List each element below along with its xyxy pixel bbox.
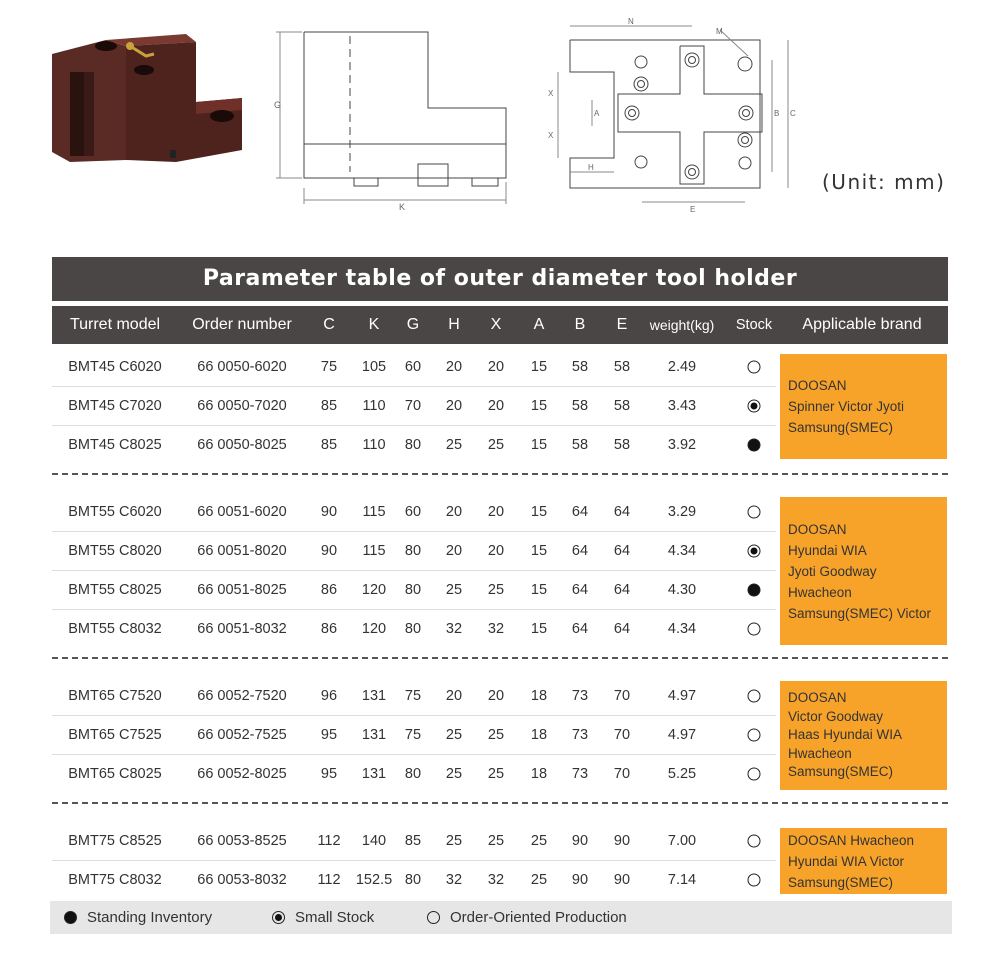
stock-indicator-standing [748,584,761,597]
cell-x: 25 [487,833,505,849]
cell-x: 25 [487,766,505,782]
cell-x: 20 [487,398,505,414]
cell-c: 86 [320,582,338,598]
cell-e: 90 [613,833,631,849]
tool-holder-photo [46,32,246,172]
legend-label: Order-Oriented Production [450,909,627,926]
cell-order: 66 0051-6020 [197,504,287,520]
legend-label: Small Stock [295,909,375,926]
cell-k: 120 [361,582,387,598]
cell-x: 25 [487,582,505,598]
cell-e: 70 [613,727,631,743]
row-divider [52,386,776,387]
brand-line: Haas Hyundai WIA [788,727,903,743]
cell-b: 64 [571,621,589,637]
cell-k: 131 [361,688,387,704]
cell-model: BMT55 C8032 [68,621,162,637]
cell-c: 96 [320,688,338,704]
brand-line: DOOSAN [788,690,847,706]
cell-c: 112 [317,872,341,888]
cell-g: 75 [404,727,422,743]
stock-legend [50,901,952,934]
cell-model: BMT55 C8020 [68,543,162,559]
row-divider [52,715,776,716]
cell-order: 66 0050-7020 [197,398,287,414]
cell-order: 66 0050-8025 [197,437,287,453]
cell-g: 60 [404,359,422,375]
cell-e: 64 [613,582,631,598]
cell-x: 20 [487,504,505,520]
header-x: X [490,316,502,333]
cell-h: 25 [445,727,463,743]
cell-e: 70 [613,688,631,704]
cell-h: 20 [445,504,463,520]
row-divider [52,609,776,610]
cell-b: 58 [571,437,589,453]
dim-label-m: M [716,27,723,36]
dim-label-c: C [790,109,796,118]
cell-b: 90 [571,872,589,888]
cell-a: 15 [530,621,548,637]
table-header-row [52,306,948,344]
cell-k: 131 [361,727,387,743]
cell-a: 15 [530,359,548,375]
cell-g: 80 [404,437,422,453]
cell-c: 75 [320,359,338,375]
cell-order: 66 0051-8020 [197,543,287,559]
cell-weight: 2.49 [667,359,697,375]
cell-x: 32 [487,872,505,888]
cell-c: 85 [320,437,338,453]
cell-a: 15 [530,543,548,559]
cell-order: 66 0053-8525 [197,833,287,849]
stock-indicator-order [748,361,761,374]
dim-label-a: A [594,109,600,118]
cell-h: 25 [445,833,463,849]
dim-label-k: K [398,202,406,212]
cell-g: 85 [404,833,422,849]
cell-a: 18 [530,727,548,743]
cell-k: 110 [362,398,386,414]
legend-marker-order [427,911,440,924]
dim-label-x-top: X [548,89,554,98]
cell-a: 15 [530,504,548,520]
stock-indicator-order [748,835,761,848]
cell-h: 25 [445,582,463,598]
cell-model: BMT45 C8025 [68,437,162,453]
cell-b: 73 [571,766,589,782]
brand-line: DOOSAN [788,378,847,393]
cell-x: 20 [487,359,505,375]
cell-k: 120 [361,621,387,637]
applicable-brand-box [780,497,947,645]
header-applicable-brand: Applicable brand [802,316,922,333]
cell-e: 64 [613,621,631,637]
brand-line: Hyundai WIA Victor [788,853,905,869]
dim-label-g: G [274,100,282,110]
cell-weight: 7.00 [667,833,697,849]
cell-model: BMT75 C8032 [68,872,162,888]
header-order-number: Order number [192,316,292,333]
brand-line: Victor Goodway [788,708,884,724]
group-separator [52,657,948,659]
cell-order: 66 0052-8025 [197,766,287,782]
header-weight-kg: weight(kg) [649,317,715,333]
cell-weight: 4.34 [667,543,697,559]
dim-label-n: N [628,17,634,26]
cell-k: 105 [361,359,387,375]
cell-weight: 3.92 [667,437,697,453]
stock-indicator-order [748,623,761,636]
cell-model: BMT55 C8025 [68,582,162,598]
unit-label: (Unit: mm) [822,170,946,194]
stock-indicator-small [748,400,761,413]
cell-c: 95 [320,766,338,782]
cell-x: 32 [487,621,505,637]
cell-g: 80 [404,543,422,559]
brand-line: Samsung(SMEC) [788,420,894,435]
cell-order: 66 0053-8032 [197,872,287,888]
cell-weight: 4.34 [667,621,697,637]
stock-indicator-order [748,506,761,519]
cell-weight: 4.97 [667,727,697,743]
cell-h: 25 [445,766,463,782]
cell-k: 131 [361,766,387,782]
cell-c: 90 [320,504,338,520]
brand-line: Hyundai WIA [788,542,867,558]
plan-view-drawing [540,12,800,217]
group-separator [52,802,948,804]
stock-indicator-order [748,874,761,887]
cell-c: 112 [317,833,341,849]
cell-a: 18 [530,766,548,782]
cell-e: 64 [613,543,631,559]
legend-label: Standing Inventory [87,909,213,926]
cell-e: 70 [613,766,631,782]
cell-h: 20 [445,543,463,559]
cell-h: 20 [445,398,463,414]
brand-line: DOOSAN [788,521,847,537]
cell-a: 18 [530,688,548,704]
cell-a: 15 [530,437,548,453]
cell-weight: 4.97 [667,688,697,704]
applicable-brand-box [780,681,947,790]
stock-indicator-order [748,690,761,703]
cell-a: 15 [530,582,548,598]
cell-h: 20 [445,688,463,704]
cell-b: 64 [571,504,589,520]
cell-order: 66 0052-7520 [197,688,287,704]
header-k: K [368,316,380,333]
cell-order: 66 0051-8032 [197,621,287,637]
cell-e: 58 [613,437,631,453]
drawing-area [0,0,1000,230]
header-b: B [574,316,586,333]
cell-model: BMT65 C7525 [68,727,162,743]
header-a: A [533,316,545,333]
stock-indicator-small [748,545,761,558]
legend-marker-small [272,911,285,924]
cell-weight: 4.30 [667,582,697,598]
header-stock: Stock [735,317,773,333]
cell-b: 90 [571,833,589,849]
cell-b: 58 [571,398,589,414]
cell-a: 25 [530,872,548,888]
cell-order: 66 0051-8025 [197,582,287,598]
cell-a: 25 [530,833,548,849]
cell-b: 64 [571,582,589,598]
header-g: G [406,316,420,333]
cell-model: BMT55 C6020 [68,504,162,520]
cell-b: 73 [571,727,589,743]
cell-h: 32 [445,621,463,637]
header-turret-model: Turret model [69,316,161,333]
brand-line: DOOSAN Hwacheon [788,832,915,848]
cell-g: 75 [404,688,422,704]
cell-g: 60 [404,504,422,520]
brand-line: Samsung(SMEC) [788,764,894,780]
cell-h: 20 [445,359,463,375]
cell-h: 32 [445,872,463,888]
cell-g: 80 [404,582,422,598]
cell-e: 64 [613,504,631,520]
cell-weight: 7.14 [667,872,697,888]
cell-b: 58 [571,359,589,375]
legend-item-standing [64,901,212,934]
row-divider [52,570,776,571]
group-separator [52,473,948,475]
cell-a: 15 [530,398,548,414]
cell-k: 110 [362,437,386,453]
cell-model: BMT45 C7020 [68,398,162,414]
side-view-drawing [272,22,512,212]
stock-indicator-standing [748,439,761,452]
cell-h: 25 [445,437,463,453]
legend-item-small [272,901,374,934]
dim-label-h: H [588,163,594,172]
row-divider [52,425,776,426]
cell-k: 115 [362,543,386,559]
cell-c: 90 [320,543,338,559]
row-divider [52,531,776,532]
cell-c: 95 [320,727,338,743]
brand-line: Spinner Victor Jyoti [788,399,905,414]
row-divider [52,754,776,755]
dim-label-e: E [690,205,696,214]
cell-model: BMT65 C8025 [68,766,162,782]
dim-label-b: B [774,109,780,118]
brand-line: Samsung(SMEC) Victor [788,605,932,621]
cell-b: 64 [571,543,589,559]
cell-weight: 5.25 [667,766,697,782]
cell-k: 152.5 [355,872,393,888]
header-c: C [323,316,335,333]
stock-indicator-order [748,768,761,781]
cell-c: 86 [320,621,338,637]
brand-line: Hwacheon [788,745,852,761]
cell-weight: 3.43 [667,398,697,414]
cell-c: 85 [320,398,338,414]
row-divider [52,860,776,861]
cell-g: 80 [404,766,422,782]
cell-x: 25 [487,727,505,743]
cell-e: 90 [613,872,631,888]
brand-line: Samsung(SMEC) [788,874,894,890]
brand-line: Jyoti Goodway [788,563,877,579]
header-h: H [448,316,460,333]
cell-order: 66 0052-7525 [197,727,287,743]
cell-k: 140 [361,833,387,849]
cell-model: BMT45 C6020 [68,359,162,375]
cell-g: 80 [404,872,422,888]
cell-g: 70 [404,398,422,414]
dim-label-x-bottom: X [548,131,554,140]
table-title: Parameter table of outer diameter tool holder [52,257,948,301]
legend-marker-standing [64,911,77,924]
cell-x: 25 [487,437,505,453]
cell-g: 80 [404,621,422,637]
cell-order: 66 0050-6020 [197,359,287,375]
cell-e: 58 [613,398,631,414]
cell-x: 20 [487,543,505,559]
stock-indicator-order [748,729,761,742]
cell-b: 73 [571,688,589,704]
applicable-brand-box [780,828,947,894]
brand-line: Hwacheon [788,584,852,600]
applicable-brand-box [780,354,947,459]
legend-item-order [427,901,627,934]
cell-model: BMT65 C7520 [68,688,162,704]
cell-e: 58 [613,359,631,375]
cell-x: 20 [487,688,505,704]
cell-model: BMT75 C8525 [68,833,162,849]
cell-k: 115 [362,504,386,520]
header-e: E [616,316,628,333]
cell-weight: 3.29 [667,504,697,520]
